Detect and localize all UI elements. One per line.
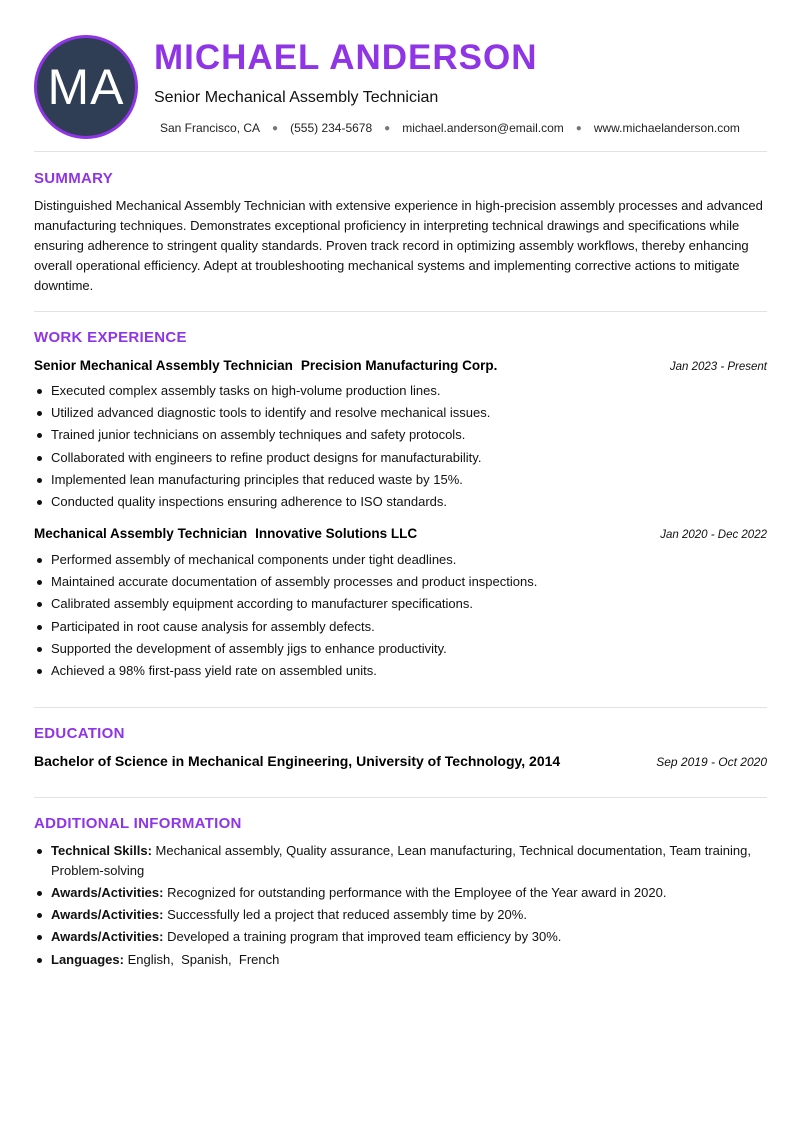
list-item <box>34 905 767 925</box>
job-dates-1: Jan 2023 - Present <box>669 361 767 373</box>
job-role: Senior Mechanical Assembly Technician <box>34 358 293 373</box>
info-text: Developed a training program that improved team efficiency by 30%. <box>167 928 562 944</box>
candidate-name: MICHAEL ANDERSON <box>154 38 538 77</box>
list-item: Collaborated with engineers to refine product designs for manufacturability. <box>34 447 767 469</box>
summary-heading: SUMMARY <box>34 170 114 187</box>
summary-text: Distinguished Mechanical Assembly Technician with extensive experience in high-precision assembly processes and advanced manufacturing techniques. Demonstrates exceptional proficiency in interpreting technical drawings and specifications while ensuring adherence to stringent quality standards. Proven track record in optimizing assembly workflows, thereby enhancing overall operational efficiency. Adept at troubleshooting mechanical systems and implementing corrective actions to mitigate downtime. <box>34 198 763 293</box>
list-item: Calibrated assembly equipment according to manufacturer specifications. <box>34 593 767 615</box>
info-label: Awards/Activities: <box>51 884 164 900</box>
job-bullets-2 <box>34 549 767 682</box>
avatar-initials: MA <box>47 59 125 115</box>
list-item: Achieved a 98% first-pass yield rate on assembled units. <box>34 660 767 682</box>
summary-divider <box>34 311 767 312</box>
info-text: Mechanical assembly, Quality assurance, Lean manufacturing, Technical documentation, Team training, Problem-solving <box>51 843 751 878</box>
contact-location: San Francisco, CA <box>160 121 261 135</box>
info-text: Recognized for outstanding performance with the Employee of the Year award in 2020. <box>167 884 667 900</box>
list-item: Conducted quality inspections ensuring adherence to ISO standards. <box>34 491 767 513</box>
list-item: Participated in root cause analysis for assembly defects. <box>34 616 767 638</box>
job-bullets-1 <box>34 380 767 513</box>
education-degree: Bachelor of Science in Mechanical Engineering, University of Technology, 2014 <box>34 753 561 769</box>
list-item: Executed complex assembly tasks on high-volume production lines. <box>34 380 767 402</box>
job-title-2 <box>34 526 417 541</box>
job-dates-2: Jan 2020 - Dec 2022 <box>660 529 767 541</box>
list-item: Trained junior technicians on assembly techniques and safety protocols. <box>34 424 767 446</box>
list-item: Supported the development of assembly jigs to enhance productivity. <box>34 638 767 660</box>
list-item <box>34 883 767 903</box>
info-label: Awards/Activities: <box>51 906 164 922</box>
list-item: Performed assembly of mechanical components under tight deadlines. <box>34 549 767 571</box>
experience-heading: WORK EXPERIENCE <box>34 329 187 346</box>
experience-divider <box>34 707 767 708</box>
header-divider <box>34 151 767 152</box>
list-item: Utilized advanced diagnostic tools to identify and resolve mechanical issues. <box>34 402 767 424</box>
additional-heading: ADDITIONAL INFORMATION <box>34 815 242 832</box>
education-heading: EDUCATION <box>34 725 125 742</box>
job-title-1 <box>34 358 497 373</box>
separator-dot-icon: ● <box>272 122 279 134</box>
list-item: Implemented lean manufacturing principles that reduced waste by 15%. <box>34 469 767 491</box>
info-label: Awards/Activities: <box>51 928 164 944</box>
info-label: Technical Skills: <box>51 843 152 858</box>
info-label: Languages: <box>51 952 124 967</box>
list-item <box>34 950 767 970</box>
job-company: Precision Manufacturing Corp. <box>300 358 498 373</box>
contact-bar <box>160 121 740 135</box>
job-company: Innovative Solutions LLC <box>255 526 418 541</box>
contact-email[interactable]: michael.anderson@email.com <box>402 121 564 135</box>
avatar <box>34 35 138 139</box>
info-text: English, Spanish, French <box>127 952 280 967</box>
candidate-headline: Senior Mechanical Assembly Technician <box>154 89 439 106</box>
education-divider <box>34 797 767 798</box>
list-item <box>34 927 767 947</box>
job-role: Mechanical Assembly Technician <box>34 526 248 541</box>
contact-phone[interactable]: (555) 234-5678 <box>290 121 373 135</box>
additional-list <box>34 841 767 972</box>
list-item: Maintained accurate documentation of assembly processes and product inspections. <box>34 571 767 593</box>
info-text: Successfully led a project that reduced assembly time by 20%. <box>167 906 527 922</box>
education-dates: Sep 2019 - Oct 2020 <box>656 755 767 769</box>
separator-dot-icon: ● <box>384 122 391 134</box>
contact-website[interactable]: www.michaelanderson.com <box>593 121 740 135</box>
separator-dot-icon: ● <box>575 122 582 134</box>
list-item <box>34 841 767 880</box>
